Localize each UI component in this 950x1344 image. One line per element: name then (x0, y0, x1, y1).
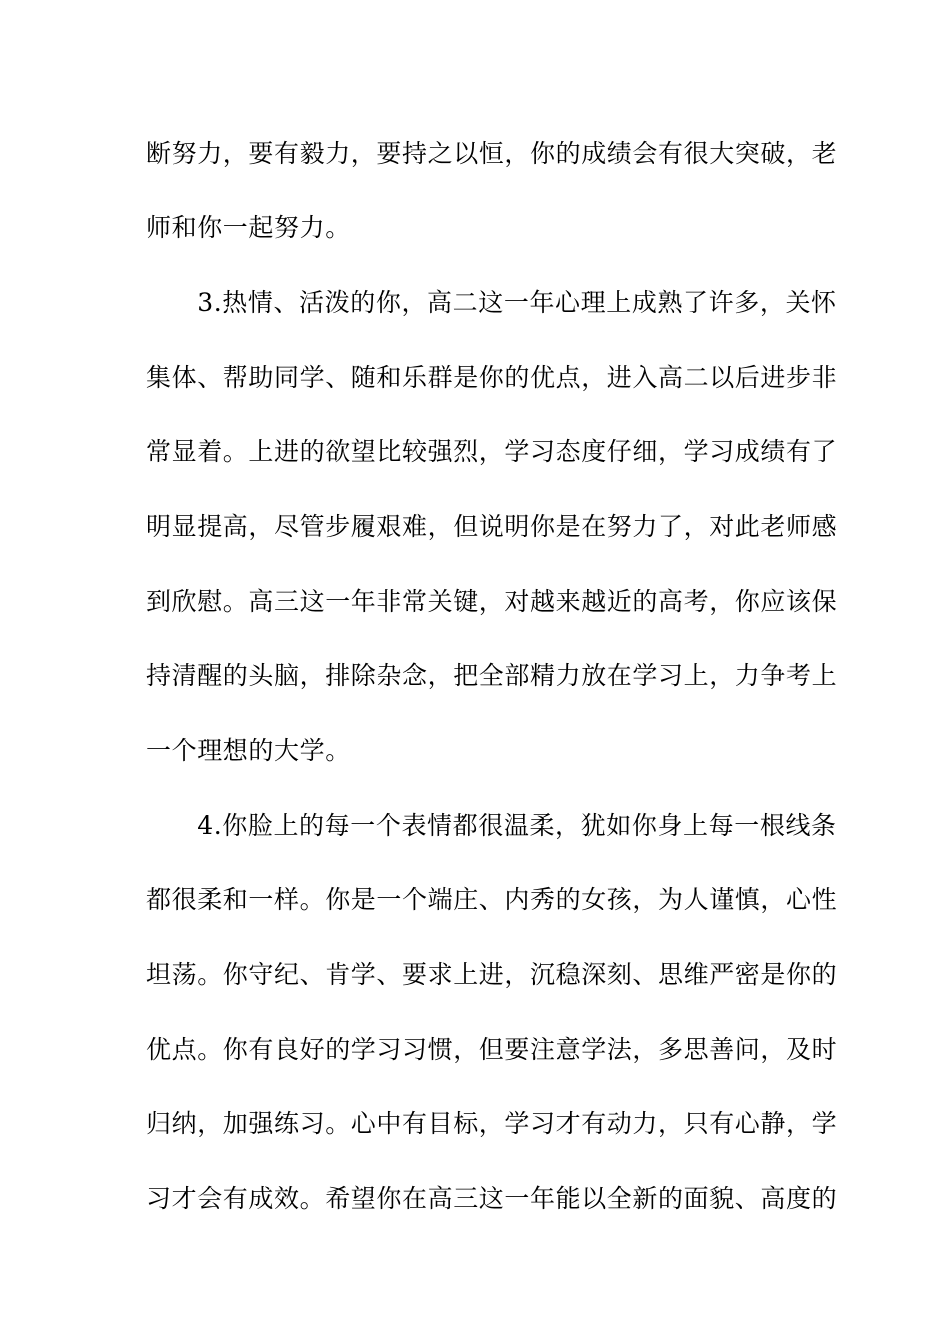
text-line: 一个理想的大学。 (146, 736, 351, 765)
paragraph-4-first-line: 4.你脸上的每一个表情都很温柔，犹如你身上每一根线条 (146, 811, 837, 840)
text-line: 师和你一起努力。 (146, 213, 351, 242)
paragraph-3-first-line: 3.热情、活泼的你，高二这一年心理上成熟了许多，关怀 (146, 288, 837, 317)
text-line: 坦荡。你守纪、肯学、要求上进，沉稳深刻、思维严密是你的 (146, 960, 838, 989)
text-line: 持清醒的头脑，排除杂念，把全部精力放在学习上，力争考上 (146, 661, 838, 690)
text-line: 明显提高，尽管步履艰难，但说明你是在努力了，对此老师感 (146, 512, 838, 541)
text-line: 常显着。上进的欲望比较强烈，学习态度仔细，学习成绩有了 (146, 437, 838, 466)
text-line: 都很柔和一样。你是一个端庄、内秀的女孩，为人谨慎，心性 (146, 885, 838, 914)
text-line: 归纳，加强练习。心中有目标，学习才有动力，只有心静，学 (146, 1109, 838, 1138)
text-line: 习才会有成效。希望你在高三这一年能以全新的面貌、高度的 (146, 1184, 838, 1213)
text-line: 断努力，要有毅力，要持之以恒，你的成绩会有很大突破，老 (146, 139, 838, 168)
text-line: 优点。你有良好的学习习惯，但要注意学法，多思善问，及时 (146, 1035, 838, 1064)
text-line: 集体、帮助同学、随和乐群是你的优点，进入高二以后进步非 (146, 363, 838, 392)
text-line: 到欣慰。高三这一年非常关键，对越来越近的高考，你应该保 (146, 587, 838, 616)
